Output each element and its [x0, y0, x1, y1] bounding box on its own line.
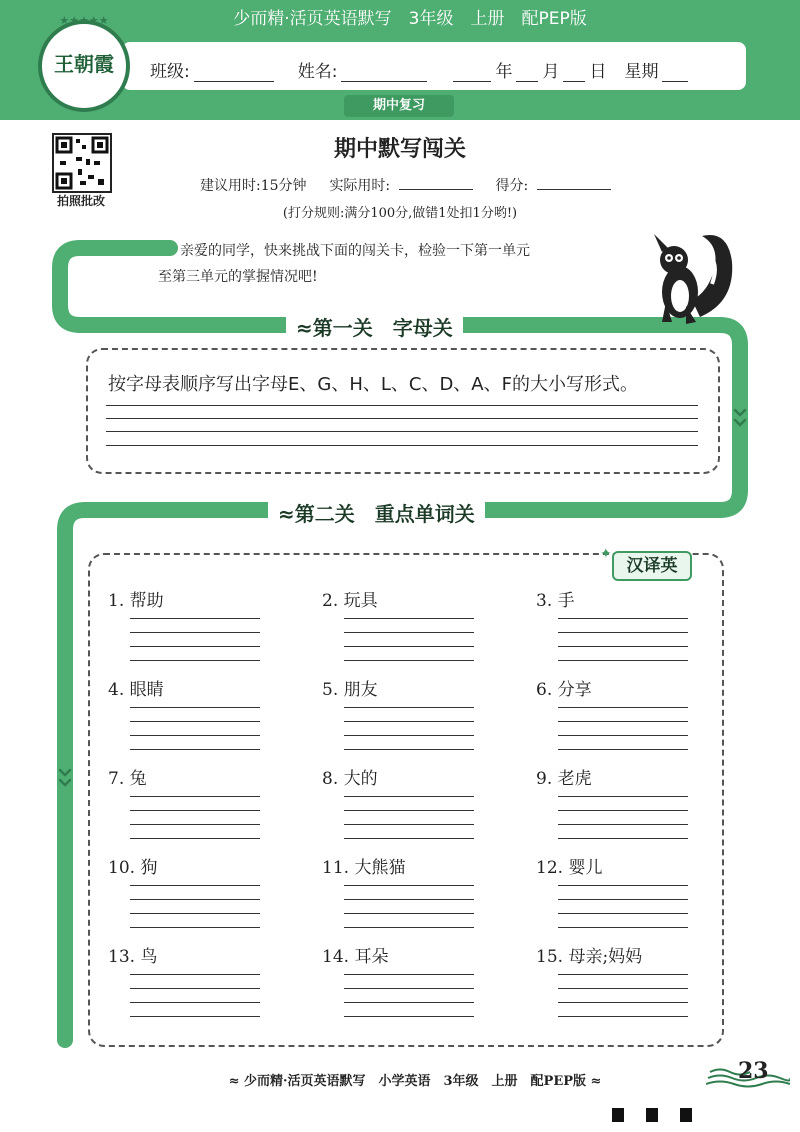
answer-line[interactable]: [558, 885, 688, 886]
answer-line[interactable]: [558, 660, 688, 661]
answer-line[interactable]: [344, 885, 474, 886]
answer-line[interactable]: [344, 721, 474, 722]
word-item: 9. 老虎: [536, 769, 592, 789]
writing-line[interactable]: [106, 431, 698, 432]
word-item: 14. 耳朵: [322, 947, 389, 967]
logo-text: 王朝霞: [54, 52, 114, 76]
qr-label: 拍照批改: [56, 194, 105, 208]
answer-line[interactable]: [130, 660, 260, 661]
word-item: 5. 朋友: [322, 680, 378, 700]
answer-line[interactable]: [130, 707, 260, 708]
answer-line[interactable]: [558, 810, 688, 811]
year-label: 年: [495, 62, 513, 82]
answer-line[interactable]: [558, 796, 688, 797]
word-item: 4. 眼睛: [108, 680, 164, 700]
answer-line[interactable]: [558, 632, 688, 633]
squirrel-mascot-icon: [640, 222, 740, 332]
score-field[interactable]: [537, 175, 611, 190]
word-item: 11. 大熊猫: [322, 858, 406, 878]
suggested-time: 建议用时:15分钟: [200, 178, 307, 194]
answer-line[interactable]: [130, 838, 260, 839]
answer-line[interactable]: [558, 824, 688, 825]
word-item: 1. 帮助: [108, 591, 164, 611]
word-item: 2. 玩具: [322, 591, 378, 611]
answer-line[interactable]: [558, 735, 688, 736]
marker-square: [612, 1108, 624, 1122]
answer-line[interactable]: [130, 899, 260, 900]
word-item: 13. 鸟: [108, 947, 158, 967]
answer-line[interactable]: [558, 707, 688, 708]
answer-line[interactable]: [344, 824, 474, 825]
word-item: 10. 狗: [108, 858, 158, 878]
actual-time-field[interactable]: [399, 175, 473, 190]
answer-line[interactable]: [344, 632, 474, 633]
answer-line[interactable]: [558, 749, 688, 750]
intro-line-1: 亲爱的同学，快来挑战下面的闯关卡，检验一下第一单元: [180, 243, 530, 259]
answer-line[interactable]: [344, 1002, 474, 1003]
page-number: 23: [738, 1058, 769, 1084]
answer-line[interactable]: [130, 927, 260, 928]
answer-line[interactable]: [558, 1002, 688, 1003]
word-item: 6. 分享: [536, 680, 592, 700]
answer-line[interactable]: [558, 646, 688, 647]
answer-line[interactable]: [130, 810, 260, 811]
word-item: 7. 兔: [108, 769, 147, 789]
answer-line[interactable]: [130, 988, 260, 989]
answer-line[interactable]: [130, 618, 260, 619]
answer-line[interactable]: [344, 927, 474, 928]
answer-line[interactable]: [558, 927, 688, 928]
logo-stars-icon: ★★★★★: [59, 14, 109, 27]
answer-line[interactable]: [344, 838, 474, 839]
footer-text: ≈ 少而精·活页英语默写 小学英语 3年级 上册 配PEP版 ≈: [228, 1074, 602, 1089]
answer-line[interactable]: [558, 1016, 688, 1017]
writing-line[interactable]: [106, 445, 698, 446]
answer-line[interactable]: [558, 974, 688, 975]
answer-line[interactable]: [344, 974, 474, 975]
answer-line[interactable]: [344, 749, 474, 750]
marker-square: [680, 1108, 692, 1122]
level-2-box: [88, 553, 724, 1047]
scoring-rule: (打分规则:满分100分,做错1处扣1分哟!): [282, 206, 518, 221]
month-field[interactable]: [516, 61, 538, 82]
day-field[interactable]: [563, 61, 585, 82]
answer-line[interactable]: [344, 618, 474, 619]
answer-line[interactable]: [130, 632, 260, 633]
score-label: 得分:: [495, 178, 529, 194]
time-row: [200, 175, 615, 195]
name-field[interactable]: [341, 61, 427, 82]
answer-line[interactable]: [130, 1002, 260, 1003]
class-label: 班级:: [150, 62, 190, 82]
answer-line[interactable]: [558, 618, 688, 619]
answer-line[interactable]: [130, 721, 260, 722]
actual-time-label: 实际用时:: [329, 178, 391, 194]
answer-line[interactable]: [558, 838, 688, 839]
answer-line[interactable]: [130, 646, 260, 647]
word-item: 3. 手: [536, 591, 575, 611]
answer-line[interactable]: [344, 810, 474, 811]
answer-line[interactable]: [344, 913, 474, 914]
marker-square: [646, 1108, 658, 1122]
word-item: 12. 婴儿: [536, 858, 603, 878]
weekday-field[interactable]: [662, 61, 688, 82]
translate-badge: 汉译英: [612, 551, 692, 581]
intro-line-2: 至第三单元的掌握情况吧!: [158, 269, 318, 285]
answer-line[interactable]: [344, 988, 474, 989]
answer-line[interactable]: [130, 885, 260, 886]
series-title: 少而精·活页英语默写 3年级 上册 配PEP版: [233, 9, 587, 29]
weekday-label: 星期: [624, 62, 659, 82]
year-field[interactable]: [453, 61, 491, 82]
answer-line[interactable]: [344, 707, 474, 708]
month-label: 月: [542, 62, 560, 82]
answer-line[interactable]: [130, 749, 260, 750]
answer-line[interactable]: [344, 646, 474, 647]
answer-line[interactable]: [558, 988, 688, 989]
name-label: 姓名:: [297, 62, 338, 82]
answer-line[interactable]: [344, 660, 474, 661]
word-item: 15. 母亲;妈妈: [536, 947, 643, 967]
class-field[interactable]: [194, 61, 274, 82]
answer-line[interactable]: [130, 974, 260, 975]
answer-line[interactable]: [130, 824, 260, 825]
level-1-box: [86, 348, 720, 474]
day-label: 日: [589, 62, 607, 82]
answer-line[interactable]: [344, 899, 474, 900]
qr-code-icon[interactable]: [52, 133, 112, 193]
answer-line[interactable]: [344, 1016, 474, 1017]
answer-line[interactable]: [344, 796, 474, 797]
answer-line[interactable]: [130, 1016, 260, 1017]
answer-line[interactable]: [558, 721, 688, 722]
section-tab: 期中复习: [344, 95, 454, 117]
sparkle-icon: ✦: [600, 546, 612, 562]
answer-line[interactable]: [344, 735, 474, 736]
answer-line[interactable]: [558, 913, 688, 914]
page-title: 期中默写闯关: [333, 137, 466, 162]
level-2-title: ≈第二关 重点单词关: [268, 498, 485, 527]
writing-line[interactable]: [106, 405, 698, 406]
level-1-instruction: 按字母表顺序写出字母E、G、H、L、C、D、A、F的大小写形式。: [108, 374, 638, 395]
student-info-row: [150, 52, 692, 82]
answer-line[interactable]: [130, 735, 260, 736]
word-item: 8. 大的: [322, 769, 378, 789]
writing-line[interactable]: [106, 418, 698, 419]
level-1-title: ≈第一关 字母关: [286, 312, 463, 341]
answer-line[interactable]: [558, 899, 688, 900]
answer-line[interactable]: [130, 796, 260, 797]
answer-line[interactable]: [130, 913, 260, 914]
